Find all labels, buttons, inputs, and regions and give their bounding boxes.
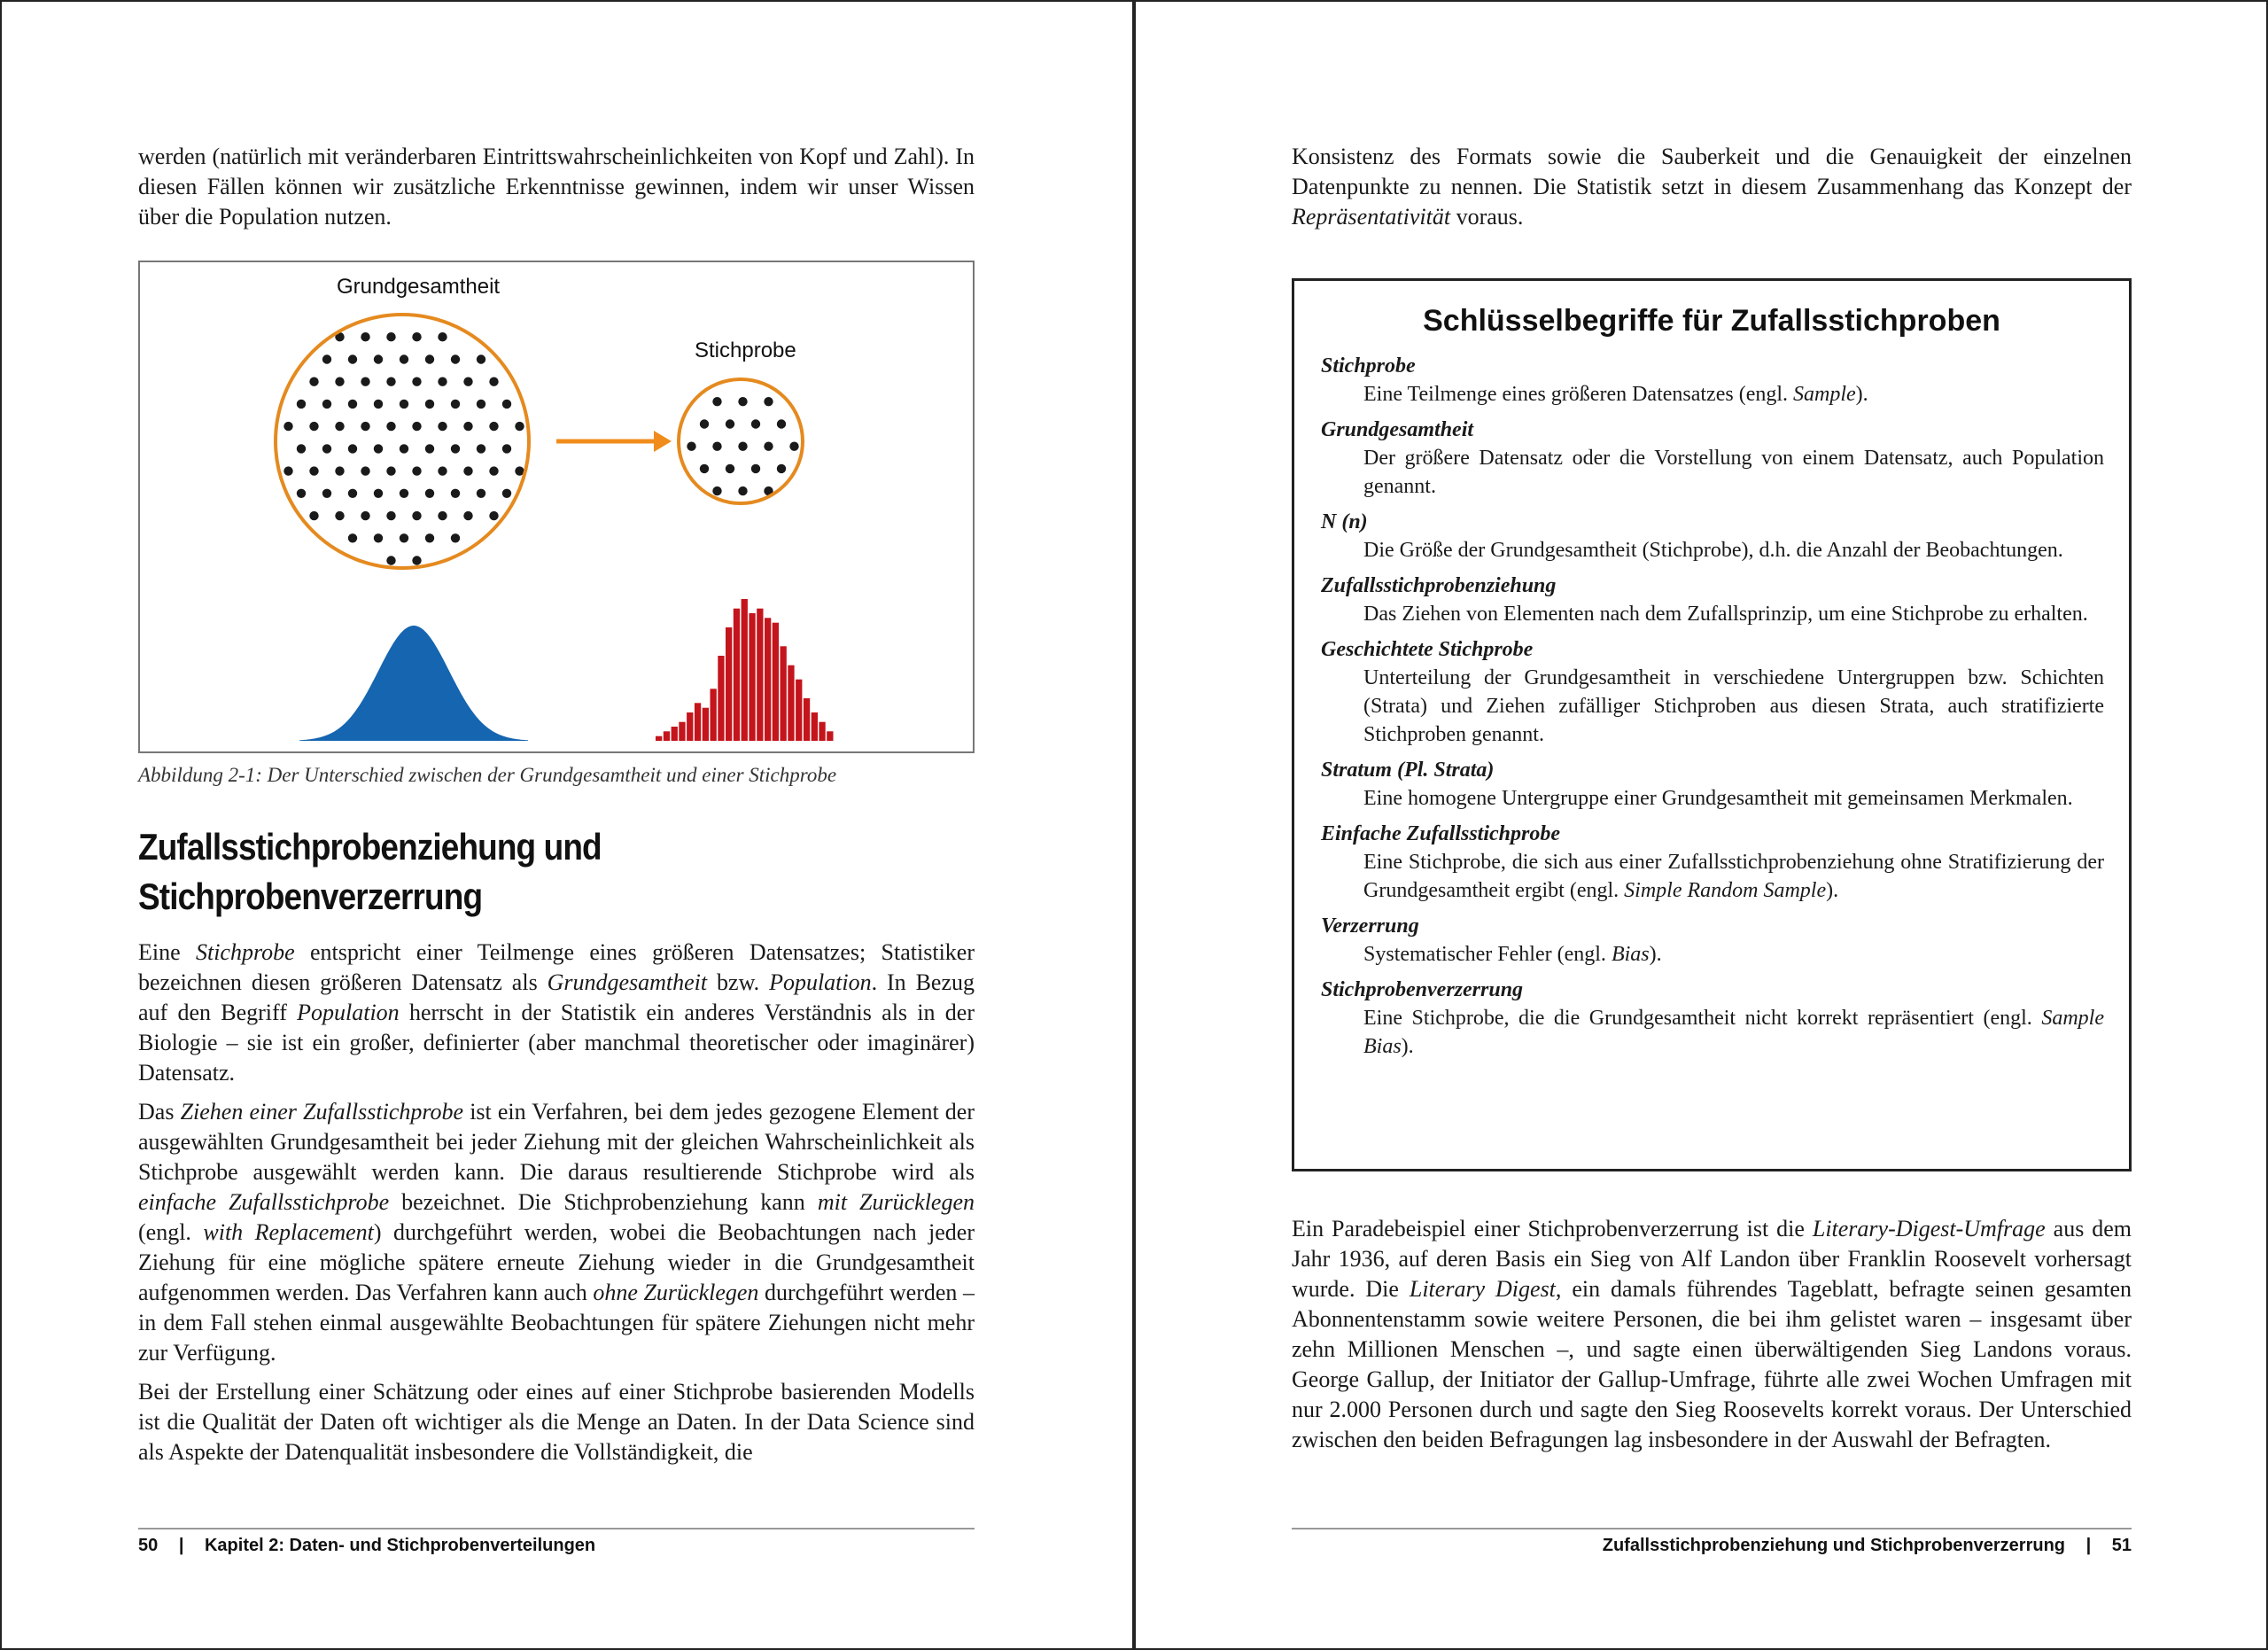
dot (309, 511, 318, 520)
sample-dots (687, 397, 798, 495)
page-number-right: 51 (2111, 1536, 2132, 1555)
term-label: Einfache Zufallsstichprobe (1321, 822, 1561, 845)
left-body-text (138, 938, 975, 1476)
dot (463, 422, 472, 431)
dot (386, 511, 395, 520)
population-circle (276, 315, 529, 568)
term-definition: Der größere Datensatz oder die Vorstellung von einem Datensatz, auch Population genannt. (1363, 447, 2104, 498)
dot (700, 419, 709, 428)
dot (412, 511, 421, 520)
dot (712, 486, 721, 495)
term-definition: Eine homogene Untergruppe einer Grundgesamtheit mit gemeinsamen Merkmalen. (1363, 787, 2073, 810)
term-item (1321, 572, 2104, 628)
dot (425, 489, 434, 498)
histogram-bar (664, 731, 670, 741)
dot (438, 377, 447, 386)
dot (335, 466, 344, 475)
term-item (1321, 352, 2104, 409)
term-label: Grundgesamtheit (1321, 418, 1474, 441)
dot (412, 332, 421, 341)
dot (374, 489, 383, 498)
dot (386, 466, 395, 475)
dot (451, 400, 460, 409)
sample-histogram (656, 599, 834, 741)
dot (789, 442, 798, 451)
dot (489, 466, 498, 475)
term-item (1321, 416, 2104, 501)
dot (738, 397, 747, 406)
population-dots (284, 332, 524, 565)
chapter-title: Kapitel 2: Daten- und Stichprobenverteilungen (204, 1536, 596, 1555)
term-item (1321, 635, 2104, 749)
figure-label-sample: Stichprobe (695, 339, 796, 362)
dot (425, 400, 434, 409)
dot (386, 377, 395, 386)
dot (386, 332, 395, 341)
dot (374, 444, 383, 453)
dot (361, 422, 369, 431)
histogram-bar (827, 731, 833, 741)
dot (515, 422, 524, 431)
term-item (1321, 756, 2104, 813)
term-label: Stichprobe (1321, 354, 1416, 377)
dot (700, 464, 709, 473)
histogram-bar (718, 656, 724, 741)
dot (425, 354, 434, 363)
term-label: N (n) (1321, 510, 1368, 533)
dot (322, 444, 331, 453)
histogram-bar (679, 722, 685, 741)
histogram-bar (796, 680, 802, 741)
figure-caption: Abbildung 2-1: Der Unterschied zwischen der Grundgesamtheit und einer Stichprobe (138, 764, 837, 786)
dot (322, 400, 331, 409)
dot (726, 419, 734, 428)
histogram-bar (773, 623, 779, 741)
dot (348, 533, 357, 542)
book-spine (1132, 0, 1136, 1650)
dot (309, 377, 318, 386)
term-item (1321, 820, 2104, 905)
dot (297, 400, 306, 409)
dot (297, 444, 306, 453)
dot (348, 354, 357, 363)
dot (451, 489, 460, 498)
dot (777, 419, 786, 428)
dot (451, 533, 460, 542)
right-body-text (1292, 1214, 2132, 1464)
histogram-bar (757, 609, 763, 741)
histogram-bar (812, 712, 818, 741)
histogram-bar (742, 599, 748, 741)
term-label: Verzerrung (1321, 915, 1419, 938)
figure-graphic (140, 262, 973, 751)
paragraph-stichprobe: Eine Stichprobe entspricht einer Teilmenge eines größeren Datensatzes; Statistiker bezeichnen diesen größeren Datensatz als Grundgesamtheit bzw. Population. In Bezug auf den Begriff Population herrscht in der Statistik ein anderes Verständnis als in der Biologie – sie ist ein großer, definierter (aber manchmal theoretischer oder imaginärer) Datensatz. (138, 939, 975, 1086)
histogram-bar (672, 727, 678, 741)
dot (400, 489, 408, 498)
dot (502, 489, 511, 498)
right-footer-rule (1292, 1528, 2132, 1529)
dot (361, 377, 369, 386)
dot (425, 533, 434, 542)
left-footer-rule (138, 1528, 975, 1529)
term-label: Geschichtete Stichprobe (1321, 638, 1534, 661)
dot (502, 400, 511, 409)
dot (463, 377, 472, 386)
term-label: Stichprobenverzerrung (1321, 978, 1524, 1001)
dot (348, 489, 357, 498)
dot (335, 377, 344, 386)
dot (386, 422, 395, 431)
left-footer (138, 1536, 595, 1556)
dot (400, 533, 408, 542)
left-intro-paragraph: werden (natürlich mit veränderbaren Eintrittswahrscheinlichkeiten von Kopf und Zahl). In diesen Fällen können wir zusätzliche Erkenntnisse gewinnen, indem wir unser Wissen über die Population nutzen. (138, 144, 975, 230)
histogram-bar (804, 698, 810, 741)
term-item (1321, 976, 2104, 1061)
right-intro-paragraph: Konsistenz des Formats sowie die Sauberkeit und die Genauigkeit der einzelnen Datenpunkte zu nennen. Die Statistik setzt in diesem Zusammenhang das Konzept der Repräsentativität voraus. (1292, 144, 2132, 230)
dot (309, 422, 318, 431)
dot (502, 444, 511, 453)
term-definition: Die Größe der Grundgesamtheit (Stichprobe), d.h. die Anzahl der Beobachtungen. (1363, 539, 2063, 562)
term-label: Zufallsstichprobenziehung (1321, 574, 1557, 597)
histogram-bar (703, 708, 709, 741)
dot (348, 444, 357, 453)
dot (489, 422, 498, 431)
dot (451, 444, 460, 453)
term-definition: Eine Teilmenge eines größeren Datensatzes (engl. Sample). (1363, 383, 1868, 406)
dot (322, 354, 331, 363)
dot (451, 354, 460, 363)
right-footer (1603, 1536, 2132, 1556)
dot (764, 397, 773, 406)
dot (412, 377, 421, 386)
histogram-bar (734, 609, 740, 741)
histogram-bar (687, 712, 693, 741)
dot (322, 489, 331, 498)
dot (400, 444, 408, 453)
term-label: Stratum (Pl. Strata) (1321, 759, 1495, 782)
paragraph-datenqualitaet: Bei der Erstellung einer Schätzung oder eines auf einer Stichprobe basierenden Modells ist die Qualität der Daten oft wichtiger als die Menge an Daten. In der Data Science sind als Aspekte der Datenqualität insbesondere die Vollständigkeit, die (138, 1379, 975, 1465)
dot (764, 442, 773, 451)
figure-label-population: Grundgesamtheit (337, 275, 501, 299)
dot (489, 511, 498, 520)
dot (738, 486, 747, 495)
dot (284, 422, 292, 431)
dot (463, 511, 472, 520)
histogram-bar (819, 722, 825, 741)
dot (425, 444, 434, 453)
dot (335, 511, 344, 520)
dot (335, 422, 344, 431)
dot (361, 466, 369, 475)
paragraph-zufallsstichprobe: Das Ziehen einer Zufallsstichprobe ist ein Verfahren, bei dem jedes gezogene Element der ausgewählten Grundgesamtheit bei jeder Ziehung mit der gleichen Wahrscheinlichkeit als Stichprobe ausgewählt werden kann. Die daraus resultierende Stichprobe wird als einfache Zufallsstichprobe bezeichnet. Die Stichprobenziehung kann mit Zurücklegen (engl. with Replacement) durchgeführt werden, wobei die Beobachtungen nach jeder Ziehung für eine mögliche spätere erneute Ziehung wieder in die Grundgesamtheit aufgenommen werden. Das Verfahren kann auch ohne Zurücklegen durchgeführt werden – in dem Fall stehen einmal ausgewählte Beobachtungen für spätere Ziehungen nicht mehr zur Verfügung. (138, 1099, 975, 1366)
histogram-bar (711, 689, 717, 741)
dot (751, 419, 760, 428)
dot (412, 422, 421, 431)
footer-separator: | (178, 1536, 184, 1555)
dot (712, 442, 721, 451)
dot (489, 377, 498, 386)
histogram-bar (726, 627, 732, 741)
term-definition: Eine Stichprobe, die die Grundgesamtheit nicht korrekt repräsentiert (engl. Sample Bias). (1363, 1007, 2104, 1058)
key-terms-list (1321, 352, 2104, 1068)
dot (297, 489, 306, 498)
section-title-footer: Zufallsstichprobenziehung und Stichprobenverzerrung (1602, 1536, 2066, 1555)
dot (777, 464, 786, 473)
term-item (1321, 508, 2104, 564)
dot (361, 511, 369, 520)
dot (463, 466, 472, 475)
section-heading: Zufallsstichprobenziehung und Stichprobenverzerrung (138, 826, 602, 917)
dot (477, 444, 485, 453)
histogram-bar (695, 703, 701, 741)
dot (284, 466, 292, 475)
dot (412, 556, 421, 564)
dot (348, 400, 357, 409)
dot (738, 442, 747, 451)
histogram-bar (656, 736, 662, 741)
dot (477, 354, 485, 363)
dot (726, 464, 734, 473)
arrow-head (654, 431, 672, 452)
dot (477, 400, 485, 409)
dot (687, 442, 695, 451)
page-number-left: 50 (138, 1536, 159, 1555)
dot (374, 533, 383, 542)
key-terms-box (1292, 278, 2132, 1171)
dot (438, 511, 447, 520)
term-definition: Eine Stichprobe, die sich aus einer Zufallsstichprobenziehung ohne Stratifizierung der Grundgesamtheit ergibt (engl. Simple Random Sample). (1363, 851, 2104, 902)
normal-distribution-curve (299, 626, 528, 741)
dot (374, 400, 383, 409)
histogram-bar (749, 613, 755, 741)
dot (386, 556, 395, 564)
paragraph-literary-digest: Ein Paradebeispiel einer Stichprobenverzerrung ist die Literary-Digest-Umfrage aus dem Jahr 1936, auf deren Basis ein Sieg von Alf Landon über Franklin Roosevelt vorhersagt wurde. Die Literary Digest, ein damals führendes Tageblatt, befragte seinen gesamten Abonnentenstamm sowie weitere Personen, die bei ihm gelistet waren – insgesamt über zehn Millionen Menschen –, und sagte einen überwältigenden Sieg Landons voraus. George Gallup, der Initiator der Gallup-Umfrage, führte alle zwei Wochen Umfragen mit nur 2.000 Personen durch und sagte den Sieg Roosevelts korrekt voraus. Der Unterschied zwischen den beiden Befragungen lag insbesondere in der Auswahl der Befragten. (1292, 1216, 2132, 1452)
histogram-bar (765, 618, 771, 741)
key-terms-title: Schlüsselbegriffe für Zufallsstichproben (1423, 304, 2000, 338)
dot (438, 422, 447, 431)
dot (751, 464, 760, 473)
dot (438, 466, 447, 475)
dot (400, 354, 408, 363)
dot (309, 466, 318, 475)
term-definition: Systematischer Fehler (engl. Bias). (1363, 943, 1662, 966)
dot (712, 397, 721, 406)
term-definition: Unterteilung der Grundgesamtheit in verschiedene Untergruppen bzw. Schichten (Strata) und Ziehen zufälliger Stichproben aus diesen Strata, auch stratifizierte Stichproben genannt. (1363, 666, 2104, 746)
term-definition: Das Ziehen von Elementen nach dem Zufallsprinzip, um eine Stichprobe zu erhalten. (1363, 603, 2088, 626)
dot (438, 332, 447, 341)
dot (361, 332, 369, 341)
histogram-bar (788, 665, 794, 741)
term-item (1321, 912, 2104, 969)
dot (400, 400, 408, 409)
dot (374, 354, 383, 363)
figure-population-vs-sample (138, 261, 975, 753)
dot (412, 466, 421, 475)
footer-separator: | (2085, 1536, 2092, 1555)
dot (477, 489, 485, 498)
histogram-bar (781, 646, 787, 741)
